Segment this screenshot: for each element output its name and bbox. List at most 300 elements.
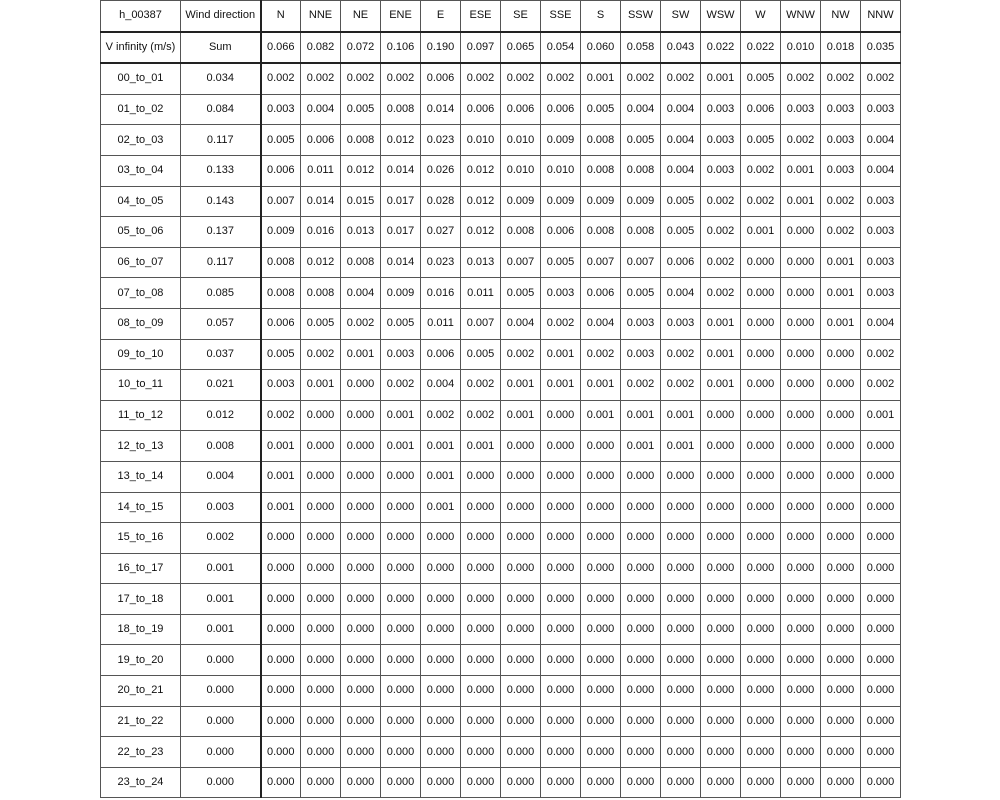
frequency-cell: 0.000 bbox=[661, 737, 701, 768]
frequency-cell: 0.000 bbox=[781, 584, 821, 615]
frequency-cell: 0.002 bbox=[701, 217, 741, 248]
table-row bbox=[101, 217, 901, 248]
frequency-cell: 0.002 bbox=[261, 63, 301, 94]
direction-header-cell: N bbox=[261, 1, 301, 32]
frequency-cell: 0.000 bbox=[861, 523, 901, 554]
table-row bbox=[101, 553, 901, 584]
frequency-cell: 0.000 bbox=[341, 706, 381, 737]
frequency-cell: 0.001 bbox=[261, 461, 301, 492]
frequency-cell: 0.005 bbox=[581, 94, 621, 125]
frequency-cell: 0.003 bbox=[621, 339, 661, 370]
frequency-cell: 0.011 bbox=[421, 308, 461, 339]
frequency-cell: 0.002 bbox=[741, 186, 781, 217]
frequency-cell: 0.002 bbox=[541, 63, 581, 94]
frequency-cell: 0.002 bbox=[701, 186, 741, 217]
frequency-cell: 0.000 bbox=[581, 461, 621, 492]
frequency-cell: 0.005 bbox=[741, 125, 781, 156]
frequency-cell: 0.000 bbox=[341, 676, 381, 707]
frequency-cell: 0.000 bbox=[461, 676, 501, 707]
frequency-cell: 0.001 bbox=[781, 186, 821, 217]
frequency-cell: 0.006 bbox=[261, 155, 301, 186]
frequency-cell: 0.000 bbox=[461, 584, 501, 615]
speed-axis-label: V infinity (m/s) bbox=[101, 32, 181, 64]
frequency-cell: 0.003 bbox=[781, 94, 821, 125]
frequency-cell: 0.005 bbox=[621, 125, 661, 156]
frequency-cell: 0.003 bbox=[701, 94, 741, 125]
frequency-cell: 0.000 bbox=[381, 584, 421, 615]
frequency-cell: 0.001 bbox=[701, 63, 741, 94]
frequency-cell: 0.000 bbox=[341, 492, 381, 523]
frequency-cell: 0.003 bbox=[861, 186, 901, 217]
frequency-cell: 0.000 bbox=[861, 492, 901, 523]
frequency-cell: 0.001 bbox=[701, 339, 741, 370]
frequency-cell: 0.016 bbox=[421, 278, 461, 309]
table-row bbox=[101, 125, 901, 156]
frequency-cell: 0.000 bbox=[821, 614, 861, 645]
frequency-cell: 0.000 bbox=[261, 737, 301, 768]
frequency-cell: 0.000 bbox=[661, 645, 701, 676]
frequency-cell: 0.003 bbox=[701, 155, 741, 186]
frequency-cell: 0.001 bbox=[461, 431, 501, 462]
speed-bin-label: 07_to_08 bbox=[101, 278, 181, 309]
frequency-cell: 0.000 bbox=[501, 523, 541, 554]
direction-header-cell: W bbox=[741, 1, 781, 32]
frequency-cell: 0.000 bbox=[781, 553, 821, 584]
frequency-cell: 0.000 bbox=[461, 614, 501, 645]
speed-bin-label: 05_to_06 bbox=[101, 217, 181, 248]
frequency-cell: 0.000 bbox=[781, 400, 821, 431]
frequency-cell: 0.000 bbox=[301, 400, 341, 431]
frequency-cell: 0.005 bbox=[261, 125, 301, 156]
frequency-cell: 0.005 bbox=[301, 308, 341, 339]
frequency-cell: 0.000 bbox=[341, 461, 381, 492]
frequency-cell: 0.000 bbox=[501, 737, 541, 768]
frequency-cell: 0.000 bbox=[821, 339, 861, 370]
frequency-cell: 0.000 bbox=[741, 370, 781, 401]
frequency-cell: 0.003 bbox=[861, 247, 901, 278]
table-id-cell: h_00387 bbox=[101, 1, 181, 32]
frequency-cell: 0.000 bbox=[621, 584, 661, 615]
frequency-cell: 0.000 bbox=[781, 614, 821, 645]
row-sum-cell: 0.003 bbox=[181, 492, 261, 523]
speed-bin-label: 19_to_20 bbox=[101, 645, 181, 676]
frequency-cell: 0.000 bbox=[301, 645, 341, 676]
frequency-cell: 0.000 bbox=[621, 645, 661, 676]
frequency-cell: 0.001 bbox=[701, 370, 741, 401]
speed-bin-label: 03_to_04 bbox=[101, 155, 181, 186]
frequency-cell: 0.006 bbox=[501, 94, 541, 125]
frequency-cell: 0.000 bbox=[581, 645, 621, 676]
frequency-cell: 0.000 bbox=[421, 523, 461, 554]
direction-header-cell: NNE bbox=[301, 1, 341, 32]
frequency-cell: 0.000 bbox=[461, 737, 501, 768]
frequency-cell: 0.004 bbox=[661, 278, 701, 309]
table-row bbox=[101, 523, 901, 554]
frequency-cell: 0.010 bbox=[541, 155, 581, 186]
frequency-cell: 0.000 bbox=[341, 767, 381, 798]
frequency-cell: 0.002 bbox=[261, 400, 301, 431]
frequency-cell: 0.012 bbox=[461, 155, 501, 186]
frequency-cell: 0.002 bbox=[461, 370, 501, 401]
speed-bin-label: 20_to_21 bbox=[101, 676, 181, 707]
frequency-cell: 0.000 bbox=[541, 523, 581, 554]
table-row bbox=[101, 676, 901, 707]
frequency-cell: 0.000 bbox=[341, 523, 381, 554]
frequency-cell: 0.002 bbox=[821, 63, 861, 94]
frequency-cell: 0.000 bbox=[861, 767, 901, 798]
frequency-cell: 0.005 bbox=[541, 247, 581, 278]
frequency-cell: 0.000 bbox=[861, 645, 901, 676]
frequency-cell: 0.000 bbox=[381, 553, 421, 584]
table-row bbox=[101, 431, 901, 462]
frequency-cell: 0.005 bbox=[461, 339, 501, 370]
frequency-cell: 0.000 bbox=[621, 767, 661, 798]
speed-bin-label: 14_to_15 bbox=[101, 492, 181, 523]
direction-header-cell: NE bbox=[341, 1, 381, 32]
frequency-cell: 0.006 bbox=[661, 247, 701, 278]
table-row bbox=[101, 461, 901, 492]
frequency-cell: 0.002 bbox=[381, 370, 421, 401]
frequency-cell: 0.012 bbox=[461, 217, 501, 248]
speed-bin-label: 22_to_23 bbox=[101, 737, 181, 768]
frequency-cell: 0.002 bbox=[661, 370, 701, 401]
direction-header-cell: SW bbox=[661, 1, 701, 32]
frequency-cell: 0.000 bbox=[741, 461, 781, 492]
frequency-cell: 0.001 bbox=[821, 278, 861, 309]
frequency-cell: 0.000 bbox=[821, 676, 861, 707]
frequency-cell: 0.000 bbox=[621, 461, 661, 492]
frequency-cell: 0.003 bbox=[701, 125, 741, 156]
frequency-cell: 0.000 bbox=[701, 706, 741, 737]
frequency-cell: 0.000 bbox=[661, 767, 701, 798]
speed-bin-label: 01_to_02 bbox=[101, 94, 181, 125]
frequency-cell: 0.000 bbox=[581, 614, 621, 645]
row-sum-cell: 0.117 bbox=[181, 125, 261, 156]
frequency-cell: 0.000 bbox=[701, 492, 741, 523]
frequency-cell: 0.000 bbox=[421, 553, 461, 584]
frequency-cell: 0.000 bbox=[421, 767, 461, 798]
direction-sum-cell: 0.018 bbox=[821, 32, 861, 64]
frequency-cell: 0.002 bbox=[501, 63, 541, 94]
frequency-cell: 0.000 bbox=[301, 553, 341, 584]
frequency-cell: 0.003 bbox=[861, 217, 901, 248]
frequency-cell: 0.017 bbox=[381, 186, 421, 217]
row-sum-cell: 0.002 bbox=[181, 523, 261, 554]
frequency-cell: 0.000 bbox=[661, 706, 701, 737]
frequency-cell: 0.000 bbox=[301, 584, 341, 615]
frequency-cell: 0.000 bbox=[701, 400, 741, 431]
frequency-cell: 0.000 bbox=[501, 492, 541, 523]
speed-bin-label: 21_to_22 bbox=[101, 706, 181, 737]
frequency-cell: 0.000 bbox=[261, 645, 301, 676]
frequency-cell: 0.000 bbox=[861, 461, 901, 492]
row-sum-cell: 0.001 bbox=[181, 584, 261, 615]
frequency-cell: 0.000 bbox=[341, 584, 381, 615]
frequency-cell: 0.000 bbox=[341, 645, 381, 676]
frequency-cell: 0.000 bbox=[341, 614, 381, 645]
frequency-cell: 0.004 bbox=[861, 125, 901, 156]
frequency-cell: 0.012 bbox=[381, 125, 421, 156]
frequency-cell: 0.004 bbox=[661, 155, 701, 186]
frequency-cell: 0.006 bbox=[461, 94, 501, 125]
frequency-cell: 0.026 bbox=[421, 155, 461, 186]
frequency-cell: 0.003 bbox=[621, 308, 661, 339]
frequency-cell: 0.000 bbox=[741, 767, 781, 798]
frequency-cell: 0.000 bbox=[741, 676, 781, 707]
row-sum-cell: 0.001 bbox=[181, 614, 261, 645]
frequency-cell: 0.011 bbox=[461, 278, 501, 309]
frequency-cell: 0.002 bbox=[301, 339, 341, 370]
frequency-cell: 0.008 bbox=[381, 94, 421, 125]
frequency-cell: 0.001 bbox=[261, 431, 301, 462]
frequency-cell: 0.013 bbox=[341, 217, 381, 248]
frequency-cell: 0.001 bbox=[421, 431, 461, 462]
row-sum-cell: 0.000 bbox=[181, 645, 261, 676]
direction-sum-cell: 0.082 bbox=[301, 32, 341, 64]
frequency-cell: 0.001 bbox=[421, 461, 461, 492]
frequency-cell: 0.002 bbox=[541, 308, 581, 339]
direction-sum-cell: 0.010 bbox=[781, 32, 821, 64]
direction-header-cell: NNW bbox=[861, 1, 901, 32]
frequency-cell: 0.000 bbox=[261, 584, 301, 615]
direction-sum-cell: 0.072 bbox=[341, 32, 381, 64]
frequency-cell: 0.001 bbox=[581, 63, 621, 94]
table-row bbox=[101, 155, 901, 186]
direction-header-row bbox=[101, 1, 901, 32]
frequency-cell: 0.012 bbox=[461, 186, 501, 217]
direction-sum-cell: 0.065 bbox=[501, 32, 541, 64]
frequency-cell: 0.008 bbox=[341, 247, 381, 278]
speed-bin-label: 00_to_01 bbox=[101, 63, 181, 94]
frequency-cell: 0.000 bbox=[381, 461, 421, 492]
speed-bin-label: 12_to_13 bbox=[101, 431, 181, 462]
frequency-cell: 0.000 bbox=[701, 645, 741, 676]
frequency-cell: 0.000 bbox=[341, 431, 381, 462]
frequency-cell: 0.000 bbox=[741, 278, 781, 309]
frequency-cell: 0.000 bbox=[741, 308, 781, 339]
frequency-cell: 0.000 bbox=[501, 706, 541, 737]
frequency-cell: 0.000 bbox=[781, 676, 821, 707]
frequency-cell: 0.004 bbox=[621, 94, 661, 125]
speed-bin-label: 11_to_12 bbox=[101, 400, 181, 431]
frequency-cell: 0.002 bbox=[621, 63, 661, 94]
frequency-cell: 0.000 bbox=[541, 431, 581, 462]
frequency-cell: 0.000 bbox=[261, 523, 301, 554]
frequency-cell: 0.000 bbox=[781, 645, 821, 676]
frequency-cell: 0.004 bbox=[861, 155, 901, 186]
frequency-cell: 0.000 bbox=[741, 553, 781, 584]
frequency-cell: 0.000 bbox=[301, 523, 341, 554]
frequency-cell: 0.007 bbox=[581, 247, 621, 278]
table-row bbox=[101, 584, 901, 615]
frequency-cell: 0.000 bbox=[581, 584, 621, 615]
frequency-cell: 0.000 bbox=[821, 767, 861, 798]
table-row bbox=[101, 186, 901, 217]
frequency-cell: 0.000 bbox=[821, 400, 861, 431]
frequency-cell: 0.009 bbox=[621, 186, 661, 217]
row-sum-cell: 0.008 bbox=[181, 431, 261, 462]
frequency-cell: 0.000 bbox=[501, 614, 541, 645]
frequency-cell: 0.000 bbox=[381, 676, 421, 707]
frequency-cell: 0.001 bbox=[541, 370, 581, 401]
frequency-cell: 0.001 bbox=[661, 400, 701, 431]
speed-bin-label: 13_to_14 bbox=[101, 461, 181, 492]
frequency-cell: 0.001 bbox=[621, 400, 661, 431]
frequency-cell: 0.002 bbox=[781, 63, 821, 94]
frequency-cell: 0.004 bbox=[581, 308, 621, 339]
frequency-cell: 0.000 bbox=[741, 737, 781, 768]
frequency-cell: 0.008 bbox=[621, 155, 661, 186]
frequency-cell: 0.002 bbox=[461, 400, 501, 431]
frequency-cell: 0.000 bbox=[741, 247, 781, 278]
frequency-cell: 0.000 bbox=[741, 492, 781, 523]
frequency-cell: 0.000 bbox=[701, 614, 741, 645]
frequency-cell: 0.008 bbox=[301, 278, 341, 309]
frequency-cell: 0.001 bbox=[501, 370, 541, 401]
speed-bin-label: 08_to_09 bbox=[101, 308, 181, 339]
direction-sum-cell: 0.054 bbox=[541, 32, 581, 64]
frequency-cell: 0.008 bbox=[341, 125, 381, 156]
frequency-cell: 0.004 bbox=[501, 308, 541, 339]
frequency-cell: 0.000 bbox=[461, 523, 501, 554]
frequency-cell: 0.000 bbox=[741, 645, 781, 676]
frequency-cell: 0.003 bbox=[261, 94, 301, 125]
frequency-cell: 0.000 bbox=[381, 492, 421, 523]
frequency-cell: 0.004 bbox=[661, 125, 701, 156]
frequency-cell: 0.001 bbox=[621, 431, 661, 462]
frequency-cell: 0.000 bbox=[461, 553, 501, 584]
table-row bbox=[101, 492, 901, 523]
frequency-cell: 0.005 bbox=[661, 217, 701, 248]
frequency-cell: 0.002 bbox=[341, 308, 381, 339]
frequency-cell: 0.008 bbox=[621, 217, 661, 248]
frequency-cell: 0.000 bbox=[781, 339, 821, 370]
direction-sum-cell: 0.190 bbox=[421, 32, 461, 64]
frequency-cell: 0.000 bbox=[821, 737, 861, 768]
frequency-cell: 0.000 bbox=[621, 523, 661, 554]
frequency-cell: 0.000 bbox=[301, 614, 341, 645]
frequency-cell: 0.000 bbox=[781, 217, 821, 248]
frequency-cell: 0.000 bbox=[501, 431, 541, 462]
frequency-cell: 0.000 bbox=[781, 492, 821, 523]
frequency-cell: 0.000 bbox=[301, 706, 341, 737]
frequency-cell: 0.000 bbox=[581, 431, 621, 462]
frequency-cell: 0.000 bbox=[501, 461, 541, 492]
frequency-cell: 0.009 bbox=[381, 278, 421, 309]
frequency-cell: 0.000 bbox=[701, 523, 741, 554]
frequency-cell: 0.000 bbox=[821, 645, 861, 676]
direction-sum-cell: 0.035 bbox=[861, 32, 901, 64]
frequency-cell: 0.008 bbox=[261, 247, 301, 278]
frequency-cell: 0.003 bbox=[541, 278, 581, 309]
frequency-cell: 0.014 bbox=[381, 155, 421, 186]
frequency-cell: 0.000 bbox=[581, 523, 621, 554]
row-sum-cell: 0.037 bbox=[181, 339, 261, 370]
frequency-cell: 0.003 bbox=[661, 308, 701, 339]
frequency-cell: 0.003 bbox=[861, 278, 901, 309]
frequency-cell: 0.009 bbox=[501, 186, 541, 217]
row-sum-cell: 0.004 bbox=[181, 461, 261, 492]
frequency-cell: 0.000 bbox=[781, 278, 821, 309]
frequency-cell: 0.000 bbox=[581, 553, 621, 584]
row-sum-cell: 0.117 bbox=[181, 247, 261, 278]
frequency-cell: 0.001 bbox=[421, 492, 461, 523]
frequency-cell: 0.012 bbox=[341, 155, 381, 186]
frequency-cell: 0.001 bbox=[781, 155, 821, 186]
frequency-cell: 0.000 bbox=[741, 706, 781, 737]
frequency-cell: 0.000 bbox=[701, 431, 741, 462]
frequency-cell: 0.001 bbox=[861, 400, 901, 431]
frequency-cell: 0.004 bbox=[301, 94, 341, 125]
frequency-cell: 0.000 bbox=[701, 584, 741, 615]
frequency-cell: 0.002 bbox=[581, 339, 621, 370]
direction-header-cell: ESE bbox=[461, 1, 501, 32]
table-row bbox=[101, 645, 901, 676]
frequency-cell: 0.016 bbox=[301, 217, 341, 248]
sum-column-label: Sum bbox=[181, 32, 261, 64]
wind-frequency-table bbox=[100, 0, 901, 798]
frequency-cell: 0.000 bbox=[821, 370, 861, 401]
direction-sum-cell: 0.066 bbox=[261, 32, 301, 64]
row-sum-cell: 0.000 bbox=[181, 676, 261, 707]
frequency-cell: 0.028 bbox=[421, 186, 461, 217]
frequency-cell: 0.014 bbox=[301, 186, 341, 217]
row-sum-cell: 0.057 bbox=[181, 308, 261, 339]
table-row bbox=[101, 339, 901, 370]
frequency-cell: 0.000 bbox=[781, 247, 821, 278]
frequency-cell: 0.000 bbox=[821, 523, 861, 554]
frequency-cell: 0.000 bbox=[381, 523, 421, 554]
frequency-cell: 0.000 bbox=[741, 400, 781, 431]
frequency-cell: 0.003 bbox=[261, 370, 301, 401]
direction-sum-cell: 0.022 bbox=[741, 32, 781, 64]
table-row bbox=[101, 706, 901, 737]
frequency-cell: 0.008 bbox=[261, 278, 301, 309]
frequency-cell: 0.000 bbox=[261, 676, 301, 707]
frequency-cell: 0.000 bbox=[341, 370, 381, 401]
frequency-cell: 0.007 bbox=[461, 308, 501, 339]
table-row bbox=[101, 400, 901, 431]
frequency-cell: 0.000 bbox=[261, 706, 301, 737]
table-row bbox=[101, 767, 901, 798]
frequency-cell: 0.009 bbox=[541, 125, 581, 156]
direction-sum-row bbox=[101, 32, 901, 64]
frequency-cell: 0.010 bbox=[501, 125, 541, 156]
row-sum-cell: 0.143 bbox=[181, 186, 261, 217]
frequency-cell: 0.000 bbox=[581, 676, 621, 707]
frequency-cell: 0.000 bbox=[541, 584, 581, 615]
frequency-cell: 0.002 bbox=[621, 370, 661, 401]
frequency-cell: 0.000 bbox=[741, 614, 781, 645]
speed-bin-label: 02_to_03 bbox=[101, 125, 181, 156]
frequency-cell: 0.000 bbox=[421, 676, 461, 707]
table-row bbox=[101, 247, 901, 278]
frequency-cell: 0.001 bbox=[741, 217, 781, 248]
frequency-cell: 0.001 bbox=[581, 370, 621, 401]
frequency-cell: 0.000 bbox=[781, 431, 821, 462]
frequency-cell: 0.000 bbox=[581, 706, 621, 737]
frequency-cell: 0.002 bbox=[341, 63, 381, 94]
frequency-cell: 0.006 bbox=[421, 63, 461, 94]
frequency-cell: 0.000 bbox=[301, 676, 341, 707]
frequency-cell: 0.000 bbox=[661, 676, 701, 707]
frequency-cell: 0.000 bbox=[861, 614, 901, 645]
frequency-cell: 0.002 bbox=[821, 186, 861, 217]
speed-bin-label: 15_to_16 bbox=[101, 523, 181, 554]
frequency-cell: 0.000 bbox=[821, 553, 861, 584]
frequency-cell: 0.000 bbox=[861, 676, 901, 707]
frequency-cell: 0.005 bbox=[381, 308, 421, 339]
